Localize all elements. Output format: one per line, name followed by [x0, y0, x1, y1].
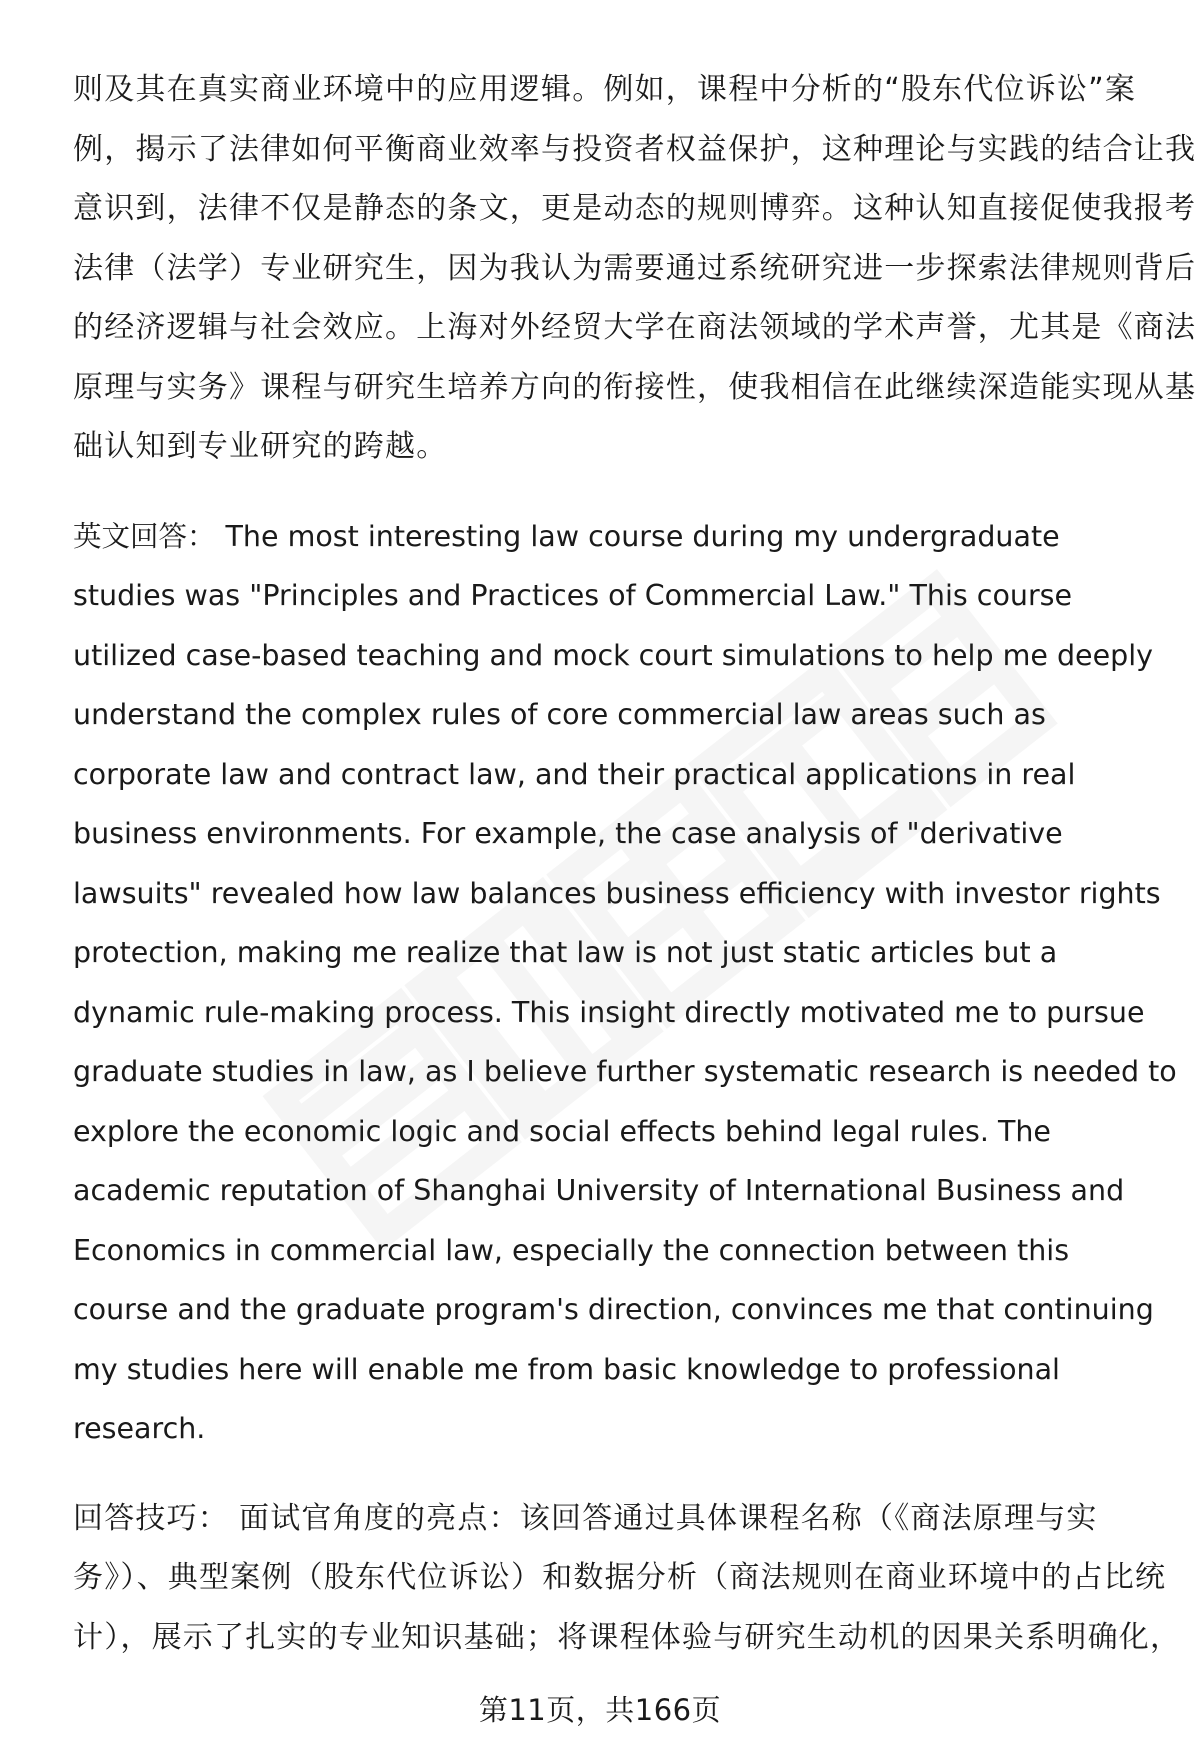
text-line: 原理与实务》课程与研究生培养方向的衔接性，使我相信在此继续深造能实现从基 [73, 369, 1197, 405]
text-line: 计），展示了扎实的专业知识基础；将课程体验与研究生动机的因果关系明确化， [73, 1619, 1182, 1655]
text-line: studies was "Principles and Practices of Commercial Law." This course [73, 579, 1073, 612]
answer-tips-paragraph [73, 1489, 1182, 1668]
text-line: 意识到，法律不仅是静态的条文，更是动态的规则博弈。这种认知直接促使我报考 [73, 191, 1197, 226]
text-line: dynamic rule-making process. This insight directly motivated me to pursue [73, 995, 1145, 1029]
english-answer-paragraph [73, 507, 1177, 1459]
text-line [73, 507, 1148, 567]
answer-tips-label: 回答技巧： [73, 1500, 229, 1536]
text-line: 例，揭示了法律如何平衡商业效率与投资者权益保护，这种理论与实践的结合让我 [73, 131, 1197, 167]
text-line: corporate law and contract law, and their practical applications in real [73, 757, 1076, 791]
page-content [73, 60, 1197, 1667]
english-answer-label: 英文回答： [73, 519, 216, 553]
text-line: course and the graduate program's direction, convinces me that continuing [73, 1293, 1154, 1326]
text-line: 务》）、典型案例（股东代位诉讼）和数据分析（商法规则在商业环境中的占比统 [73, 1560, 1167, 1595]
text-line: my studies here will enable me from basic knowledge to professional [73, 1352, 1060, 1386]
text-run: The most interesting law course during my undergraduate [225, 519, 1060, 553]
text-line: protection, making me realize that law is not just static articles but a [73, 936, 1058, 969]
text-line: lawsuits" revealed how law balances business efficiency with investor rights [73, 876, 1161, 910]
text-line: explore the economic logic and social effects behind legal rules. The [73, 1114, 1051, 1148]
cn-continuation-paragraph [73, 60, 1197, 477]
text-line: research. [73, 1412, 206, 1445]
text-line: academic reputation of Shanghai University of International Business and [73, 1174, 1125, 1207]
text-line: business environments. For example, the case analysis of "derivative [73, 817, 1063, 850]
text-line: 则及其在真实商业环境中的应用逻辑。例如，课程中分析的“股东代位诉讼”案 [73, 72, 1137, 107]
text-run: 面试官角度的亮点：该回答通过具体课程名称（《商法原理与实 [239, 1500, 1098, 1536]
text-line: understand the complex rules of core commercial law areas such as [73, 698, 1046, 731]
text-line: 的经济逻辑与社会效应。上海对外经贸大学在商法领域的学术声誉，尤其是《商法 [73, 310, 1197, 345]
text-line: Economics in commercial law, especially the connection between this [73, 1233, 1070, 1267]
text-line: utilized case-based teaching and mock court simulations to help me deeply [73, 638, 1153, 672]
text-line [73, 1489, 1148, 1549]
text-line: graduate studies in law, as I believe further systematic research is needed to [73, 1055, 1177, 1088]
page-number-footer: 第11页，共166页 [478, 1693, 722, 1727]
text-line: 础认知到专业研究的跨越。 [73, 429, 448, 464]
text-line: 法律（法学）专业研究生，因为我认为需要通过系统研究进一步探索法律规则背后 [73, 250, 1197, 286]
